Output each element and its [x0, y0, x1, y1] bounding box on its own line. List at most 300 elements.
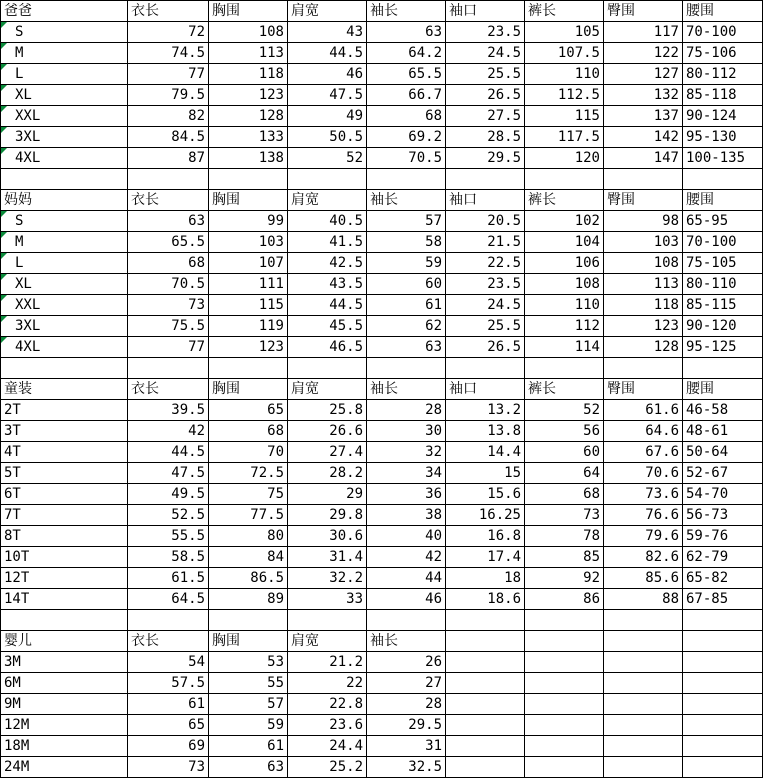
- waist-range-cell[interactable]: [683, 715, 763, 736]
- measurement-cell[interactable]: [604, 673, 683, 694]
- measurement-cell[interactable]: 106: [525, 253, 604, 274]
- waist-range-cell[interactable]: 70-100: [683, 232, 763, 253]
- measurement-cell[interactable]: 119: [209, 316, 288, 337]
- measurement-cell[interactable]: 22: [288, 673, 367, 694]
- waist-range-cell[interactable]: 65-82: [683, 568, 763, 589]
- measurement-cell[interactable]: 54: [128, 652, 209, 673]
- size-label-cell[interactable]: 12T: [1, 568, 128, 589]
- measurement-cell[interactable]: 115: [209, 295, 288, 316]
- section-title[interactable]: 爸爸: [1, 1, 128, 22]
- measurement-cell[interactable]: 108: [525, 274, 604, 295]
- measurement-cell[interactable]: 16.25: [446, 505, 525, 526]
- measurement-cell[interactable]: 111: [209, 274, 288, 295]
- column-header[interactable]: 肩宽: [288, 1, 367, 22]
- size-label-cell[interactable]: 3M: [1, 652, 128, 673]
- measurement-cell[interactable]: 72.5: [209, 463, 288, 484]
- column-header[interactable]: 衣长: [128, 379, 209, 400]
- measurement-cell[interactable]: 133: [209, 127, 288, 148]
- measurement-cell[interactable]: 70: [209, 442, 288, 463]
- empty-cell[interactable]: [604, 358, 683, 379]
- measurement-cell[interactable]: 47.5: [128, 463, 209, 484]
- column-header[interactable]: 袖口: [446, 1, 525, 22]
- measurement-cell[interactable]: 24.5: [446, 43, 525, 64]
- size-label-cell[interactable]: 8T: [1, 526, 128, 547]
- measurement-cell[interactable]: 14.4: [446, 442, 525, 463]
- size-label-cell[interactable]: 5T: [1, 463, 128, 484]
- measurement-cell[interactable]: 77.5: [209, 505, 288, 526]
- size-label-cell[interactable]: XL: [1, 274, 128, 295]
- waist-range-cell[interactable]: 75-105: [683, 253, 763, 274]
- measurement-cell[interactable]: 28: [367, 694, 446, 715]
- measurement-cell[interactable]: 103: [604, 232, 683, 253]
- waist-range-cell[interactable]: 100-135: [683, 148, 763, 169]
- column-header[interactable]: 衣长: [128, 190, 209, 211]
- measurement-cell[interactable]: 107.5: [525, 43, 604, 64]
- measurement-cell[interactable]: 68: [209, 421, 288, 442]
- measurement-cell[interactable]: [525, 652, 604, 673]
- measurement-cell[interactable]: 47.5: [288, 85, 367, 106]
- measurement-cell[interactable]: 122: [604, 43, 683, 64]
- measurement-cell[interactable]: 42: [128, 421, 209, 442]
- measurement-cell[interactable]: 29.5: [446, 148, 525, 169]
- measurement-cell[interactable]: [446, 652, 525, 673]
- measurement-cell[interactable]: 127: [604, 64, 683, 85]
- measurement-cell[interactable]: 88: [604, 589, 683, 610]
- size-label-cell[interactable]: L: [1, 253, 128, 274]
- measurement-cell[interactable]: 108: [604, 253, 683, 274]
- measurement-cell[interactable]: 85.6: [604, 568, 683, 589]
- measurement-cell[interactable]: 44.5: [288, 295, 367, 316]
- measurement-cell[interactable]: 82: [128, 106, 209, 127]
- measurement-cell[interactable]: 43.5: [288, 274, 367, 295]
- empty-cell[interactable]: [1, 169, 128, 190]
- waist-range-cell[interactable]: 90-120: [683, 316, 763, 337]
- waist-range-cell[interactable]: [683, 757, 763, 778]
- measurement-cell[interactable]: 27.5: [446, 106, 525, 127]
- column-header[interactable]: 腰围: [683, 1, 763, 22]
- measurement-cell[interactable]: 21.5: [446, 232, 525, 253]
- measurement-cell[interactable]: 30: [367, 421, 446, 442]
- measurement-cell[interactable]: 69: [128, 736, 209, 757]
- measurement-cell[interactable]: 13.2: [446, 400, 525, 421]
- size-label-cell[interactable]: S: [1, 211, 128, 232]
- size-label-cell[interactable]: 18M: [1, 736, 128, 757]
- measurement-cell[interactable]: 46: [367, 589, 446, 610]
- empty-cell[interactable]: [525, 610, 604, 631]
- measurement-cell[interactable]: 55.5: [128, 526, 209, 547]
- measurement-cell[interactable]: 44.5: [288, 43, 367, 64]
- waist-range-cell[interactable]: 62-79: [683, 547, 763, 568]
- column-header[interactable]: [525, 631, 604, 652]
- measurement-cell[interactable]: 79.5: [128, 85, 209, 106]
- measurement-cell[interactable]: 29: [288, 484, 367, 505]
- measurement-cell[interactable]: 58.5: [128, 547, 209, 568]
- waist-range-cell[interactable]: 95-130: [683, 127, 763, 148]
- measurement-cell[interactable]: 27: [367, 673, 446, 694]
- measurement-cell[interactable]: 82.6: [604, 547, 683, 568]
- measurement-cell[interactable]: 64.2: [367, 43, 446, 64]
- waist-range-cell[interactable]: 46-58: [683, 400, 763, 421]
- empty-cell[interactable]: [128, 610, 209, 631]
- measurement-cell[interactable]: 45.5: [288, 316, 367, 337]
- measurement-cell[interactable]: [446, 715, 525, 736]
- measurement-cell[interactable]: 86.5: [209, 568, 288, 589]
- empty-cell[interactable]: [288, 358, 367, 379]
- column-header[interactable]: 袖长: [367, 379, 446, 400]
- empty-cell[interactable]: [367, 169, 446, 190]
- measurement-cell[interactable]: 65.5: [367, 64, 446, 85]
- size-label-cell[interactable]: M: [1, 232, 128, 253]
- measurement-cell[interactable]: [525, 694, 604, 715]
- measurement-cell[interactable]: 43: [288, 22, 367, 43]
- measurement-cell[interactable]: [446, 694, 525, 715]
- measurement-cell[interactable]: 64: [525, 463, 604, 484]
- size-label-cell[interactable]: 4XL: [1, 337, 128, 358]
- measurement-cell[interactable]: 117.5: [525, 127, 604, 148]
- empty-cell[interactable]: [604, 169, 683, 190]
- measurement-cell[interactable]: 31.4: [288, 547, 367, 568]
- waist-range-cell[interactable]: 54-70: [683, 484, 763, 505]
- empty-cell[interactable]: [209, 610, 288, 631]
- measurement-cell[interactable]: 65: [209, 400, 288, 421]
- measurement-cell[interactable]: 16.8: [446, 526, 525, 547]
- waist-range-cell[interactable]: 70-100: [683, 22, 763, 43]
- column-header[interactable]: 腰围: [683, 379, 763, 400]
- empty-cell[interactable]: [525, 358, 604, 379]
- measurement-cell[interactable]: 59: [209, 715, 288, 736]
- size-label-cell[interactable]: 6T: [1, 484, 128, 505]
- section-title[interactable]: 婴儿: [1, 631, 128, 652]
- measurement-cell[interactable]: 74.5: [128, 43, 209, 64]
- measurement-cell[interactable]: 36: [367, 484, 446, 505]
- column-header[interactable]: 袖口: [446, 190, 525, 211]
- column-header[interactable]: 袖长: [367, 631, 446, 652]
- measurement-cell[interactable]: 46: [288, 64, 367, 85]
- measurement-cell[interactable]: [446, 757, 525, 778]
- measurement-cell[interactable]: 63: [128, 211, 209, 232]
- measurement-cell[interactable]: 117: [604, 22, 683, 43]
- empty-cell[interactable]: [683, 169, 763, 190]
- waist-range-cell[interactable]: 67-85: [683, 589, 763, 610]
- measurement-cell[interactable]: 107: [209, 253, 288, 274]
- measurement-cell[interactable]: [604, 757, 683, 778]
- measurement-cell[interactable]: 108: [209, 22, 288, 43]
- size-label-cell[interactable]: S: [1, 22, 128, 43]
- measurement-cell[interactable]: 18: [446, 568, 525, 589]
- measurement-cell[interactable]: 75: [209, 484, 288, 505]
- measurement-cell[interactable]: 120: [525, 148, 604, 169]
- measurement-cell[interactable]: 61: [367, 295, 446, 316]
- column-header[interactable]: 腰围: [683, 190, 763, 211]
- empty-cell[interactable]: [1, 610, 128, 631]
- measurement-cell[interactable]: 84: [209, 547, 288, 568]
- measurement-cell[interactable]: 53: [209, 652, 288, 673]
- waist-range-cell[interactable]: 50-64: [683, 442, 763, 463]
- column-header[interactable]: 肩宽: [288, 190, 367, 211]
- waist-range-cell[interactable]: [683, 652, 763, 673]
- measurement-cell[interactable]: 64.5: [128, 589, 209, 610]
- measurement-cell[interactable]: 79.6: [604, 526, 683, 547]
- size-label-cell[interactable]: 12M: [1, 715, 128, 736]
- measurement-cell[interactable]: 73.6: [604, 484, 683, 505]
- measurement-cell[interactable]: 69.2: [367, 127, 446, 148]
- empty-cell[interactable]: [367, 610, 446, 631]
- empty-cell[interactable]: [525, 169, 604, 190]
- size-label-cell[interactable]: L: [1, 64, 128, 85]
- measurement-cell[interactable]: 26.5: [446, 337, 525, 358]
- measurement-cell[interactable]: 32: [367, 442, 446, 463]
- size-label-cell[interactable]: 4T: [1, 442, 128, 463]
- measurement-cell[interactable]: [525, 715, 604, 736]
- measurement-cell[interactable]: [604, 652, 683, 673]
- measurement-cell[interactable]: 147: [604, 148, 683, 169]
- column-header[interactable]: 袖口: [446, 379, 525, 400]
- measurement-cell[interactable]: 104: [525, 232, 604, 253]
- measurement-cell[interactable]: 61: [128, 694, 209, 715]
- measurement-cell[interactable]: 112.5: [525, 85, 604, 106]
- measurement-cell[interactable]: 32.5: [367, 757, 446, 778]
- measurement-cell[interactable]: 33: [288, 589, 367, 610]
- measurement-cell[interactable]: 123: [209, 85, 288, 106]
- measurement-cell[interactable]: 114: [525, 337, 604, 358]
- column-header[interactable]: 裤长: [525, 1, 604, 22]
- waist-range-cell[interactable]: 75-106: [683, 43, 763, 64]
- column-header[interactable]: 胸围: [209, 1, 288, 22]
- measurement-cell[interactable]: 15: [446, 463, 525, 484]
- measurement-cell[interactable]: 63: [367, 337, 446, 358]
- measurement-cell[interactable]: 27.4: [288, 442, 367, 463]
- measurement-cell[interactable]: 60: [525, 442, 604, 463]
- measurement-cell[interactable]: 73: [128, 295, 209, 316]
- size-label-cell[interactable]: 14T: [1, 589, 128, 610]
- waist-range-cell[interactable]: 80-112: [683, 64, 763, 85]
- empty-cell[interactable]: [128, 358, 209, 379]
- measurement-cell[interactable]: 40.5: [288, 211, 367, 232]
- measurement-cell[interactable]: 42.5: [288, 253, 367, 274]
- measurement-cell[interactable]: 75.5: [128, 316, 209, 337]
- measurement-cell[interactable]: 13.8: [446, 421, 525, 442]
- measurement-cell[interactable]: 99: [209, 211, 288, 232]
- column-header[interactable]: 臀围: [604, 1, 683, 22]
- measurement-cell[interactable]: 42: [367, 547, 446, 568]
- measurement-cell[interactable]: 68: [128, 253, 209, 274]
- measurement-cell[interactable]: 137: [604, 106, 683, 127]
- measurement-cell[interactable]: 128: [604, 337, 683, 358]
- empty-cell[interactable]: [446, 610, 525, 631]
- waist-range-cell[interactable]: 48-61: [683, 421, 763, 442]
- measurement-cell[interactable]: 68: [525, 484, 604, 505]
- column-header[interactable]: [446, 631, 525, 652]
- measurement-cell[interactable]: 30.6: [288, 526, 367, 547]
- measurement-cell[interactable]: 118: [604, 295, 683, 316]
- measurement-cell[interactable]: 86: [525, 589, 604, 610]
- measurement-cell[interactable]: 110: [525, 64, 604, 85]
- measurement-cell[interactable]: 84.5: [128, 127, 209, 148]
- size-label-cell[interactable]: 7T: [1, 505, 128, 526]
- measurement-cell[interactable]: 61.6: [604, 400, 683, 421]
- measurement-cell[interactable]: 26: [367, 652, 446, 673]
- column-header[interactable]: 胸围: [209, 190, 288, 211]
- measurement-cell[interactable]: 26.6: [288, 421, 367, 442]
- waist-range-cell[interactable]: 59-76: [683, 526, 763, 547]
- measurement-cell[interactable]: 77: [128, 64, 209, 85]
- measurement-cell[interactable]: 142: [604, 127, 683, 148]
- measurement-cell[interactable]: 39.5: [128, 400, 209, 421]
- measurement-cell[interactable]: [446, 736, 525, 757]
- waist-range-cell[interactable]: 52-67: [683, 463, 763, 484]
- measurement-cell[interactable]: 102: [525, 211, 604, 232]
- waist-range-cell[interactable]: 85-115: [683, 295, 763, 316]
- measurement-cell[interactable]: 63: [367, 22, 446, 43]
- measurement-cell[interactable]: 49.5: [128, 484, 209, 505]
- measurement-cell[interactable]: 70.5: [128, 274, 209, 295]
- measurement-cell[interactable]: 18.6: [446, 589, 525, 610]
- size-label-cell[interactable]: XL: [1, 85, 128, 106]
- measurement-cell[interactable]: 29.5: [367, 715, 446, 736]
- measurement-cell[interactable]: 17.4: [446, 547, 525, 568]
- size-label-cell[interactable]: 3T: [1, 421, 128, 442]
- measurement-cell[interactable]: 22.8: [288, 694, 367, 715]
- measurement-cell[interactable]: 61.5: [128, 568, 209, 589]
- column-header[interactable]: 胸围: [209, 379, 288, 400]
- measurement-cell[interactable]: 52.5: [128, 505, 209, 526]
- measurement-cell[interactable]: 70.5: [367, 148, 446, 169]
- measurement-cell[interactable]: 76.6: [604, 505, 683, 526]
- measurement-cell[interactable]: 25.5: [446, 64, 525, 85]
- column-header[interactable]: 胸围: [209, 631, 288, 652]
- waist-range-cell[interactable]: [683, 694, 763, 715]
- section-title[interactable]: 童装: [1, 379, 128, 400]
- column-header[interactable]: 裤长: [525, 190, 604, 211]
- measurement-cell[interactable]: 72: [128, 22, 209, 43]
- measurement-cell[interactable]: 73: [525, 505, 604, 526]
- measurement-cell[interactable]: 61: [209, 736, 288, 757]
- measurement-cell[interactable]: 85: [525, 547, 604, 568]
- size-label-cell[interactable]: 10T: [1, 547, 128, 568]
- column-header[interactable]: 肩宽: [288, 379, 367, 400]
- measurement-cell[interactable]: 49: [288, 106, 367, 127]
- waist-range-cell[interactable]: [683, 736, 763, 757]
- measurement-cell[interactable]: 60: [367, 274, 446, 295]
- measurement-cell[interactable]: [525, 757, 604, 778]
- measurement-cell[interactable]: [604, 715, 683, 736]
- column-header[interactable]: 裤长: [525, 379, 604, 400]
- empty-cell[interactable]: [683, 358, 763, 379]
- measurement-cell[interactable]: 31: [367, 736, 446, 757]
- measurement-cell[interactable]: 73: [128, 757, 209, 778]
- size-label-cell[interactable]: 24M: [1, 757, 128, 778]
- size-label-cell[interactable]: 2T: [1, 400, 128, 421]
- measurement-cell[interactable]: 29.8: [288, 505, 367, 526]
- measurement-cell[interactable]: 66.7: [367, 85, 446, 106]
- measurement-cell[interactable]: 132: [604, 85, 683, 106]
- size-label-cell[interactable]: 3XL: [1, 127, 128, 148]
- measurement-cell[interactable]: 103: [209, 232, 288, 253]
- waist-range-cell[interactable]: 95-125: [683, 337, 763, 358]
- measurement-cell[interactable]: 20.5: [446, 211, 525, 232]
- waist-range-cell[interactable]: [683, 673, 763, 694]
- measurement-cell[interactable]: 123: [604, 316, 683, 337]
- column-header[interactable]: [683, 631, 763, 652]
- measurement-cell[interactable]: 110: [525, 295, 604, 316]
- measurement-cell[interactable]: 55: [209, 673, 288, 694]
- measurement-cell[interactable]: 24.4: [288, 736, 367, 757]
- measurement-cell[interactable]: [525, 736, 604, 757]
- measurement-cell[interactable]: 57.5: [128, 673, 209, 694]
- measurement-cell[interactable]: 113: [209, 43, 288, 64]
- measurement-cell[interactable]: 46.5: [288, 337, 367, 358]
- measurement-cell[interactable]: 25.2: [288, 757, 367, 778]
- empty-cell[interactable]: [367, 358, 446, 379]
- empty-cell[interactable]: [288, 169, 367, 190]
- size-label-cell[interactable]: 3XL: [1, 316, 128, 337]
- measurement-cell[interactable]: 44.5: [128, 442, 209, 463]
- waist-range-cell[interactable]: 90-124: [683, 106, 763, 127]
- measurement-cell[interactable]: 112: [525, 316, 604, 337]
- measurement-cell[interactable]: 105: [525, 22, 604, 43]
- size-label-cell[interactable]: XXL: [1, 295, 128, 316]
- empty-cell[interactable]: [209, 169, 288, 190]
- measurement-cell[interactable]: 44: [367, 568, 446, 589]
- measurement-cell[interactable]: 89: [209, 589, 288, 610]
- measurement-cell[interactable]: 65: [128, 715, 209, 736]
- column-header[interactable]: 臀围: [604, 379, 683, 400]
- measurement-cell[interactable]: 40: [367, 526, 446, 547]
- measurement-cell[interactable]: [604, 694, 683, 715]
- measurement-cell[interactable]: [446, 673, 525, 694]
- size-label-cell[interactable]: 6M: [1, 673, 128, 694]
- column-header[interactable]: 袖长: [367, 1, 446, 22]
- measurement-cell[interactable]: 52: [525, 400, 604, 421]
- measurement-cell[interactable]: 98: [604, 211, 683, 232]
- empty-cell[interactable]: [604, 610, 683, 631]
- size-label-cell[interactable]: 9M: [1, 694, 128, 715]
- column-header[interactable]: 衣长: [128, 631, 209, 652]
- size-label-cell[interactable]: 4XL: [1, 148, 128, 169]
- column-header[interactable]: 衣长: [128, 1, 209, 22]
- measurement-cell[interactable]: 77: [128, 337, 209, 358]
- empty-cell[interactable]: [446, 358, 525, 379]
- measurement-cell[interactable]: 34: [367, 463, 446, 484]
- measurement-cell[interactable]: 25.8: [288, 400, 367, 421]
- measurement-cell[interactable]: 115: [525, 106, 604, 127]
- empty-cell[interactable]: [683, 610, 763, 631]
- measurement-cell[interactable]: 38: [367, 505, 446, 526]
- measurement-cell[interactable]: 87: [128, 148, 209, 169]
- measurement-cell[interactable]: 123: [209, 337, 288, 358]
- measurement-cell[interactable]: 57: [209, 694, 288, 715]
- measurement-cell[interactable]: 28: [367, 400, 446, 421]
- measurement-cell[interactable]: 64.6: [604, 421, 683, 442]
- column-header[interactable]: 臀围: [604, 190, 683, 211]
- column-header[interactable]: [604, 631, 683, 652]
- measurement-cell[interactable]: 21.2: [288, 652, 367, 673]
- measurement-cell[interactable]: 22.5: [446, 253, 525, 274]
- empty-cell[interactable]: [1, 358, 128, 379]
- measurement-cell[interactable]: 59: [367, 253, 446, 274]
- measurement-cell[interactable]: 23.5: [446, 274, 525, 295]
- measurement-cell[interactable]: 41.5: [288, 232, 367, 253]
- measurement-cell[interactable]: 80: [209, 526, 288, 547]
- measurement-cell[interactable]: [525, 673, 604, 694]
- measurement-cell[interactable]: 50.5: [288, 127, 367, 148]
- measurement-cell[interactable]: 118: [209, 64, 288, 85]
- waist-range-cell[interactable]: 65-95: [683, 211, 763, 232]
- measurement-cell[interactable]: 65.5: [128, 232, 209, 253]
- column-header[interactable]: 肩宽: [288, 631, 367, 652]
- empty-cell[interactable]: [288, 610, 367, 631]
- measurement-cell[interactable]: 52: [288, 148, 367, 169]
